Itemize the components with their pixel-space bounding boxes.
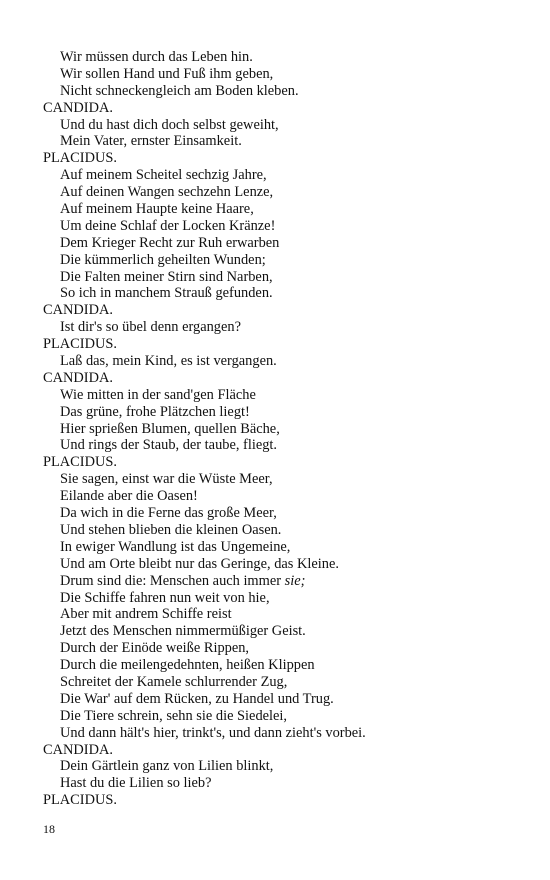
verse-line — [43, 708, 523, 725]
verse-line — [43, 117, 523, 134]
speaker-name — [43, 150, 523, 167]
line-text: Die Schiffe fahren nun weit von hie, — [60, 589, 270, 606]
verse-line — [43, 522, 523, 539]
line-text: PLACIDUS. — [43, 454, 117, 471]
line-text: Die kümmerlich geheilten Wunden; — [60, 251, 266, 268]
line-text: Wir müssen durch das Leben hin. — [60, 49, 253, 65]
verse-line — [43, 252, 523, 269]
line-text: Auf deinen Wangen sechzehn Lenze, — [60, 184, 274, 201]
verse-line — [43, 539, 523, 556]
line-text: Die Tiere schrein, sehn sie die Siedelei, — [60, 707, 288, 724]
line-text: Hier sprießen Blumen, quellen Bäche, — [60, 420, 280, 437]
verse-line — [43, 573, 523, 590]
line-text: PLACIDUS. — [43, 792, 117, 809]
verse-line — [43, 66, 523, 83]
play-text — [43, 49, 523, 809]
speaker-name — [43, 100, 523, 117]
verse-line — [43, 235, 523, 252]
verse-line — [43, 590, 523, 607]
line-text: PLACIDUS. — [43, 150, 117, 167]
line-text: Durch der Einöde weiße Rippen, — [60, 640, 250, 657]
verse-line — [43, 488, 523, 505]
line-text: Das grüne, frohe Plätzchen liegt! — [60, 403, 250, 420]
speaker-name — [43, 742, 523, 759]
verse-line — [43, 167, 523, 184]
line-text: Laß das, mein Kind, es ist vergangen. — [60, 353, 277, 370]
verse-line — [43, 606, 523, 623]
verse-line — [43, 353, 523, 370]
line-text: In ewiger Wandlung ist das Ungemeine, — [60, 538, 291, 555]
line-text: CANDIDA. — [43, 99, 113, 116]
page-number: 18 — [43, 822, 55, 836]
speaker-name — [43, 454, 523, 471]
speaker-name — [43, 792, 523, 809]
line-text: Um deine Schlaf der Locken Kränze! — [60, 217, 276, 234]
line-text: CANDIDA. — [43, 369, 113, 386]
verse-line — [43, 49, 523, 66]
verse-line — [43, 556, 523, 573]
line-text: Schreitet der Kamele schlurrender Zug, — [60, 673, 288, 690]
italic-text: sie; — [284, 572, 306, 589]
line-text: Jetzt des Menschen nimmermüßiger Geist. — [60, 623, 306, 640]
verse-line — [43, 623, 523, 640]
line-text: Sie sagen, einst war die Wüste Meer, — [60, 471, 273, 488]
line-text: Drum sind die: Menschen auch immer — [60, 572, 285, 589]
line-text: CANDIDA. — [43, 741, 113, 758]
line-text: Und dann hält's hier, trinkt's, und dann zieht's vorbei. — [60, 724, 366, 741]
line-text: Dem Krieger Recht zur Ruh erwarben — [60, 234, 280, 251]
verse-line — [43, 387, 523, 404]
line-text: Ist dir's so übel denn ergangen? — [60, 319, 241, 336]
speaker-name — [43, 302, 523, 319]
verse-line — [43, 640, 523, 657]
line-text: Auf meinem Scheitel sechzig Jahre, — [60, 167, 267, 184]
line-text: Und rings der Staub, der taube, fliegt. — [60, 437, 278, 454]
line-text: Aber mit andrem Schiffe reist — [60, 606, 232, 623]
line-text: Die Falten meiner Stirn sind Narben, — [60, 268, 273, 285]
line-text: Die War' auf dem Rücken, zu Handel und Trug. — [60, 690, 334, 707]
line-text: Mein Vater, ernster Einsamkeit. — [60, 133, 242, 150]
verse-line — [43, 691, 523, 708]
line-text: Und du hast dich doch selbst geweiht, — [60, 116, 279, 133]
line-text: Auf meinem Haupte keine Haare, — [60, 201, 254, 218]
verse-line — [43, 421, 523, 438]
verse-line — [43, 775, 523, 792]
line-text: So ich in manchem Strauß gefunden. — [60, 285, 273, 302]
verse-line — [43, 285, 523, 302]
line-text: Wie mitten in der sand'gen Fläche — [60, 386, 256, 403]
line-text: PLACIDUS. — [43, 336, 117, 353]
line-text: Hast du die Lilien so lieb? — [60, 775, 212, 792]
verse-line — [43, 218, 523, 235]
verse-line — [43, 319, 523, 336]
line-text: Und am Orte bleibt nur das Geringe, das Kleine. — [60, 555, 339, 572]
line-text: Durch die meilengedehnten, heißen Klippen — [60, 657, 315, 674]
line-text: Dein Gärtlein ganz von Lilien blinkt, — [60, 758, 274, 775]
verse-line — [43, 471, 523, 488]
verse-line — [43, 133, 523, 150]
speaker-name — [43, 336, 523, 353]
line-text: Da wich in die Ferne das große Meer, — [60, 505, 277, 522]
verse-line — [43, 437, 523, 454]
verse-line — [43, 758, 523, 775]
verse-line — [43, 269, 523, 286]
verse-line — [43, 657, 523, 674]
verse-line — [43, 83, 523, 100]
speaker-name — [43, 370, 523, 387]
verse-line — [43, 725, 523, 742]
line-text: CANDIDA. — [43, 302, 113, 319]
line-text: Wir sollen Hand und Fuß ihm geben, — [60, 65, 274, 82]
verse-line — [43, 404, 523, 421]
line-text: Eilande aber die Oasen! — [60, 488, 198, 505]
line-text: Nicht schneckengleich am Boden kleben. — [60, 82, 299, 99]
verse-line — [43, 201, 523, 218]
verse-line — [43, 505, 523, 522]
verse-line — [43, 674, 523, 691]
verse-line — [43, 184, 523, 201]
line-text: Und stehen blieben die kleinen Oasen. — [60, 521, 282, 538]
